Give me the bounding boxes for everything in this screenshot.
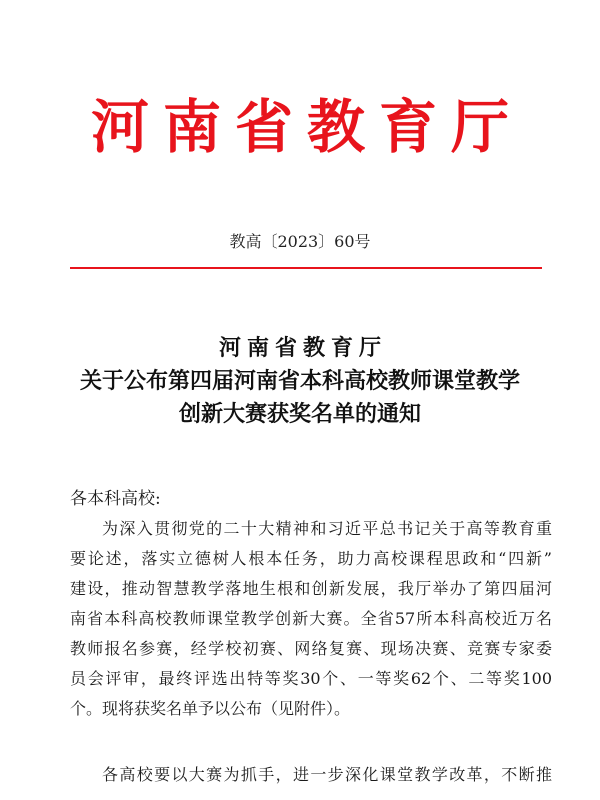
paragraph-line: 要论述，落实立德树人根本任务，助力高校课程思政和“四新” (70, 549, 552, 568)
notice-title (0, 332, 600, 431)
red-divider-line (70, 267, 542, 269)
paragraph-line: 南省本科高校教师课堂教学创新大赛。全省57所本科高校近万名 (70, 609, 552, 628)
paragraph-line: 建设，推动智慧教学落地生根和创新发展，我厅举办了第四届河 (70, 579, 552, 598)
body-paragraph-2 (70, 760, 552, 790)
paragraph-line: 教师报名参赛，经学校初赛、网络复赛、现场决赛、竞赛专家委 (70, 639, 552, 658)
body-paragraph-1 (70, 514, 552, 724)
paragraph-line: 个。现将获奖名单予以公布（见附件）。 (70, 699, 351, 718)
paragraph-line: 各高校要以大赛为抓手，进一步深化课堂教学改革，不断推 (102, 765, 552, 784)
issuing-authority-header: 河南省教育厅 (90, 93, 523, 161)
document-number: 教高〔2023〕60号 (229, 232, 371, 251)
paragraph-line: 员会评审，最终评选出特等奖30个、一等奖62个、二等奖100 (70, 669, 552, 688)
notice-title-line-3: 创新大赛获奖名单的通知 (178, 401, 421, 427)
notice-title-line-2: 关于公布第四届河南省本科高校教师课堂教学 (79, 368, 520, 394)
notice-title-line-1: 河南省教育厅 (218, 335, 387, 361)
paragraph-line: 为深入贯彻党的二十大精神和习近平总书记关于高等教育重 (102, 519, 552, 538)
salutation: 各本科高校: (70, 489, 161, 509)
